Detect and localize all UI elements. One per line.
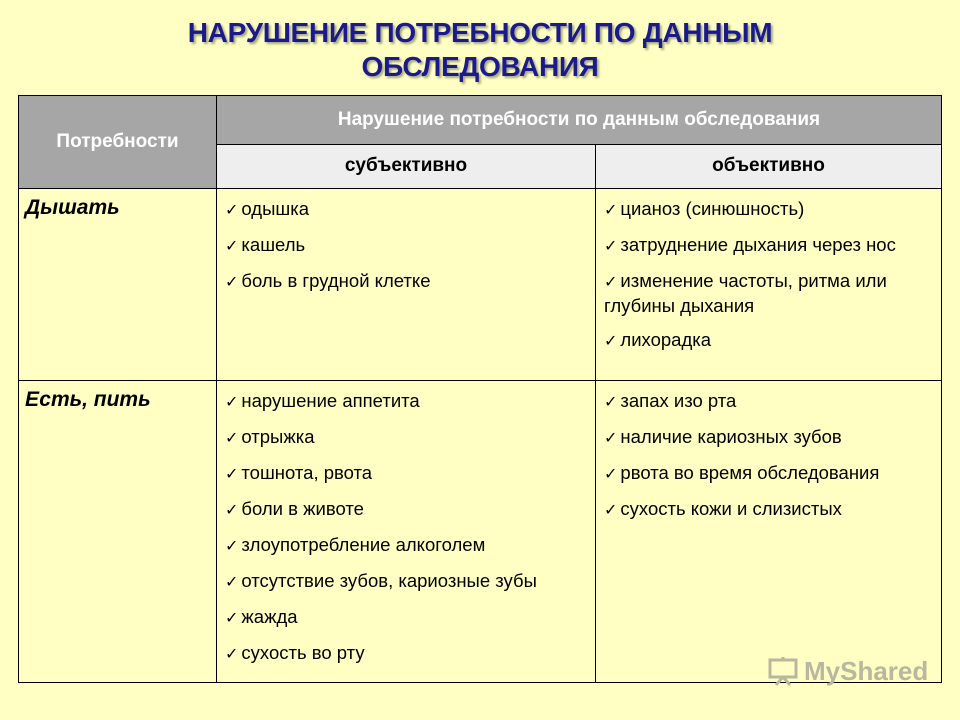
presentation-board-icon [768, 656, 798, 686]
page-title: НАРУШЕНИЕ ПОТРЕБНОСТИ ПО ДАННЫМ ОБСЛЕДОВАНИЯ [187, 17, 773, 82]
list-item: ✓ отрыжка [225, 425, 585, 450]
list-item: ✓ лихорадка [604, 328, 931, 353]
objective-list [596, 189, 941, 370]
table-row [19, 189, 942, 381]
header-subjective: субъективно [217, 144, 596, 188]
header-main: Нарушение потребности по данным обследования [217, 96, 942, 145]
objective-cell [596, 189, 942, 381]
list-item: ✓ жажда [225, 605, 585, 630]
subjective-list [217, 381, 595, 676]
list-item: ✓ цианоз (синюшность) [604, 197, 931, 222]
watermark-text: MyShared [804, 655, 929, 686]
subjective-cell [217, 189, 596, 381]
objective-list [596, 381, 941, 539]
subjective-cell [217, 381, 596, 683]
need-cell: Дышать [19, 189, 217, 381]
header-objective: объективно [596, 144, 942, 188]
list-item: ✓ запах изо рта [604, 389, 931, 414]
needs-table [18, 95, 942, 683]
list-item: ✓ злоупотребление алкоголем [225, 533, 585, 558]
list-item: ✓ боль в грудной клетке [225, 269, 585, 294]
list-item: ✓ одышка [225, 197, 585, 222]
list-item: ✓ боли в животе [225, 497, 585, 522]
need-cell: Есть, пить [19, 381, 217, 683]
list-item: ✓ наличие кариозных зубов [604, 425, 931, 450]
watermark [768, 654, 928, 688]
list-item: ✓ сухость кожи и слизистых [604, 497, 931, 522]
list-item: ✓ изменение частоты, ритма или глубины дыхания [604, 269, 931, 317]
list-item: ✓ тошнота, рвота [225, 461, 585, 486]
list-item: ✓ нарушение аппетита [225, 389, 585, 414]
list-item: ✓ сухость во рту [225, 641, 585, 666]
list-item: ✓ рвота во время обследования [604, 461, 931, 486]
table-row [19, 381, 942, 683]
list-item: ✓ кашель [225, 233, 585, 258]
list-item: ✓ отсутствие зубов, кариозные зубы [225, 569, 585, 594]
list-item: ✓ затруднение дыхания через нос [604, 233, 931, 258]
subjective-list [217, 189, 595, 311]
objective-cell [596, 381, 942, 683]
header-needs: Потребности [19, 96, 217, 189]
